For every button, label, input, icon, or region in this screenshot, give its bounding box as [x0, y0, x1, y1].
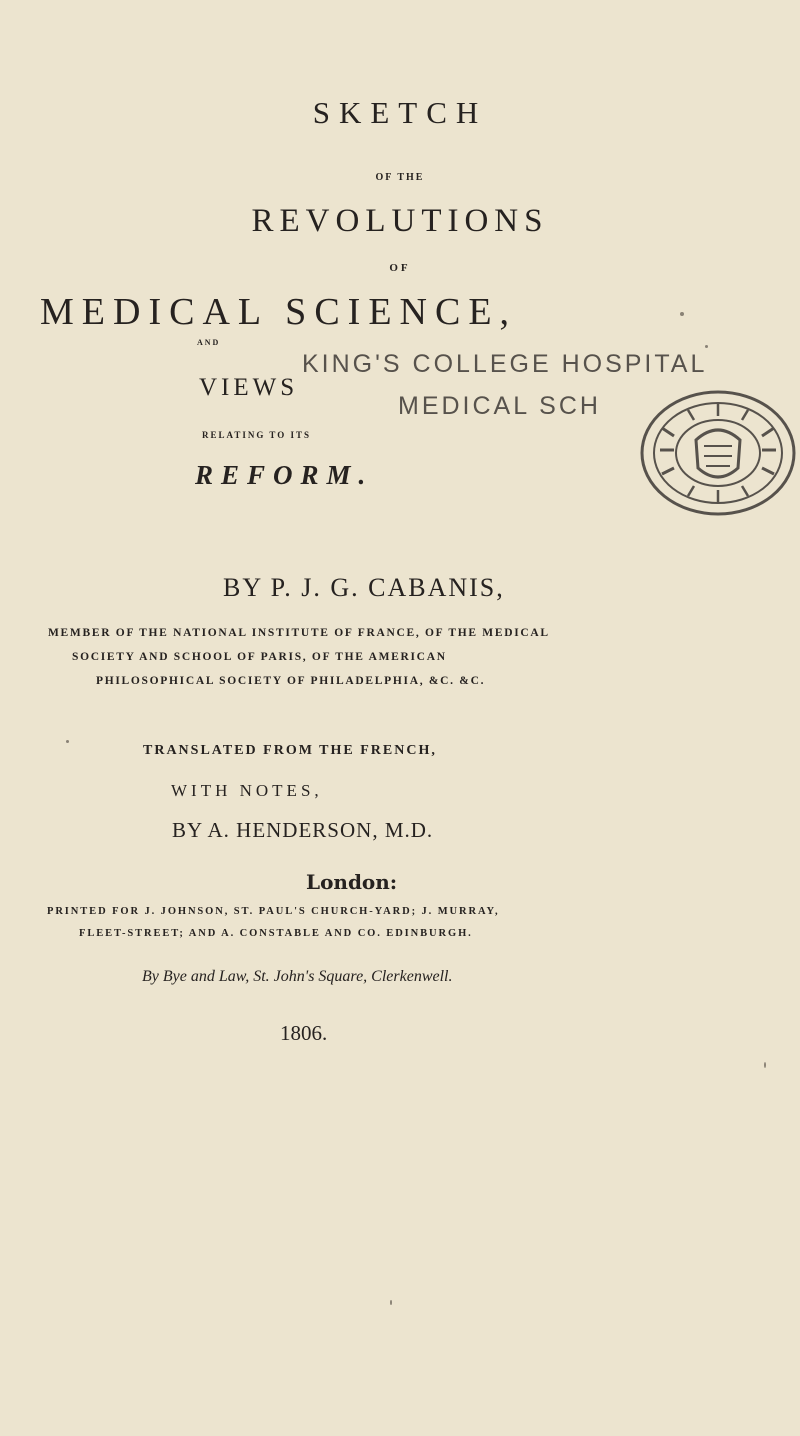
- title-and: AND: [197, 338, 221, 347]
- title-of-the: OF THE: [375, 172, 425, 183]
- paper-speck: [390, 1300, 392, 1305]
- title-revolutions: REVOLUTIONS: [251, 203, 549, 239]
- paper-speck: [680, 312, 684, 316]
- library-stamp-line2: MEDICAL SCH: [398, 392, 601, 420]
- paper-speck: [764, 1062, 766, 1068]
- title-sketch: SKETCH: [312, 95, 488, 130]
- library-stamp-line1: KING'S COLLEGE HOSPITAL: [302, 350, 708, 378]
- library-seal-icon: [638, 388, 798, 518]
- author-credentials-line: MEMBER OF THE NATIONAL INSTITUTE OF FRANCE, OF THE MEDICAL: [48, 627, 550, 639]
- title-views: VIEWS: [199, 374, 299, 401]
- author-line: BY P. J. G. CABANIS,: [223, 573, 505, 602]
- title-medical-science: MEDICAL SCIENCE,: [40, 291, 518, 333]
- paper-speck: [66, 740, 69, 743]
- paper-speck: [705, 345, 708, 348]
- title-relating: RELATING TO ITS: [202, 430, 312, 440]
- with-notes-line: WITH NOTES,: [171, 781, 323, 800]
- printer-line: By Bye and Law, St. John's Square, Clerkenwell.: [142, 968, 453, 985]
- imprint-line: FLEET-STREET; AND A. CONSTABLE AND CO. EDINBURGH.: [79, 928, 473, 939]
- author-credentials-line: SOCIETY AND SCHOOL OF PARIS, OF THE AMERICAN: [72, 651, 447, 663]
- publication-year: 1806.: [280, 1021, 328, 1045]
- author-credentials-line: PHILOSOPHICAL SOCIETY OF PHILADELPHIA, &C. &C.: [96, 675, 486, 687]
- imprint-city: London:: [306, 870, 398, 894]
- title-of: OF: [389, 262, 411, 274]
- imprint-line: PRINTED FOR J. JOHNSON, ST. PAUL'S CHURCH-YARD; J. MURRAY,: [47, 906, 500, 917]
- translator-line: BY A. HENDERSON, M.D.: [172, 818, 434, 842]
- title-reform: REFORM.: [195, 460, 374, 490]
- translated-line: TRANSLATED FROM THE FRENCH,: [143, 743, 437, 758]
